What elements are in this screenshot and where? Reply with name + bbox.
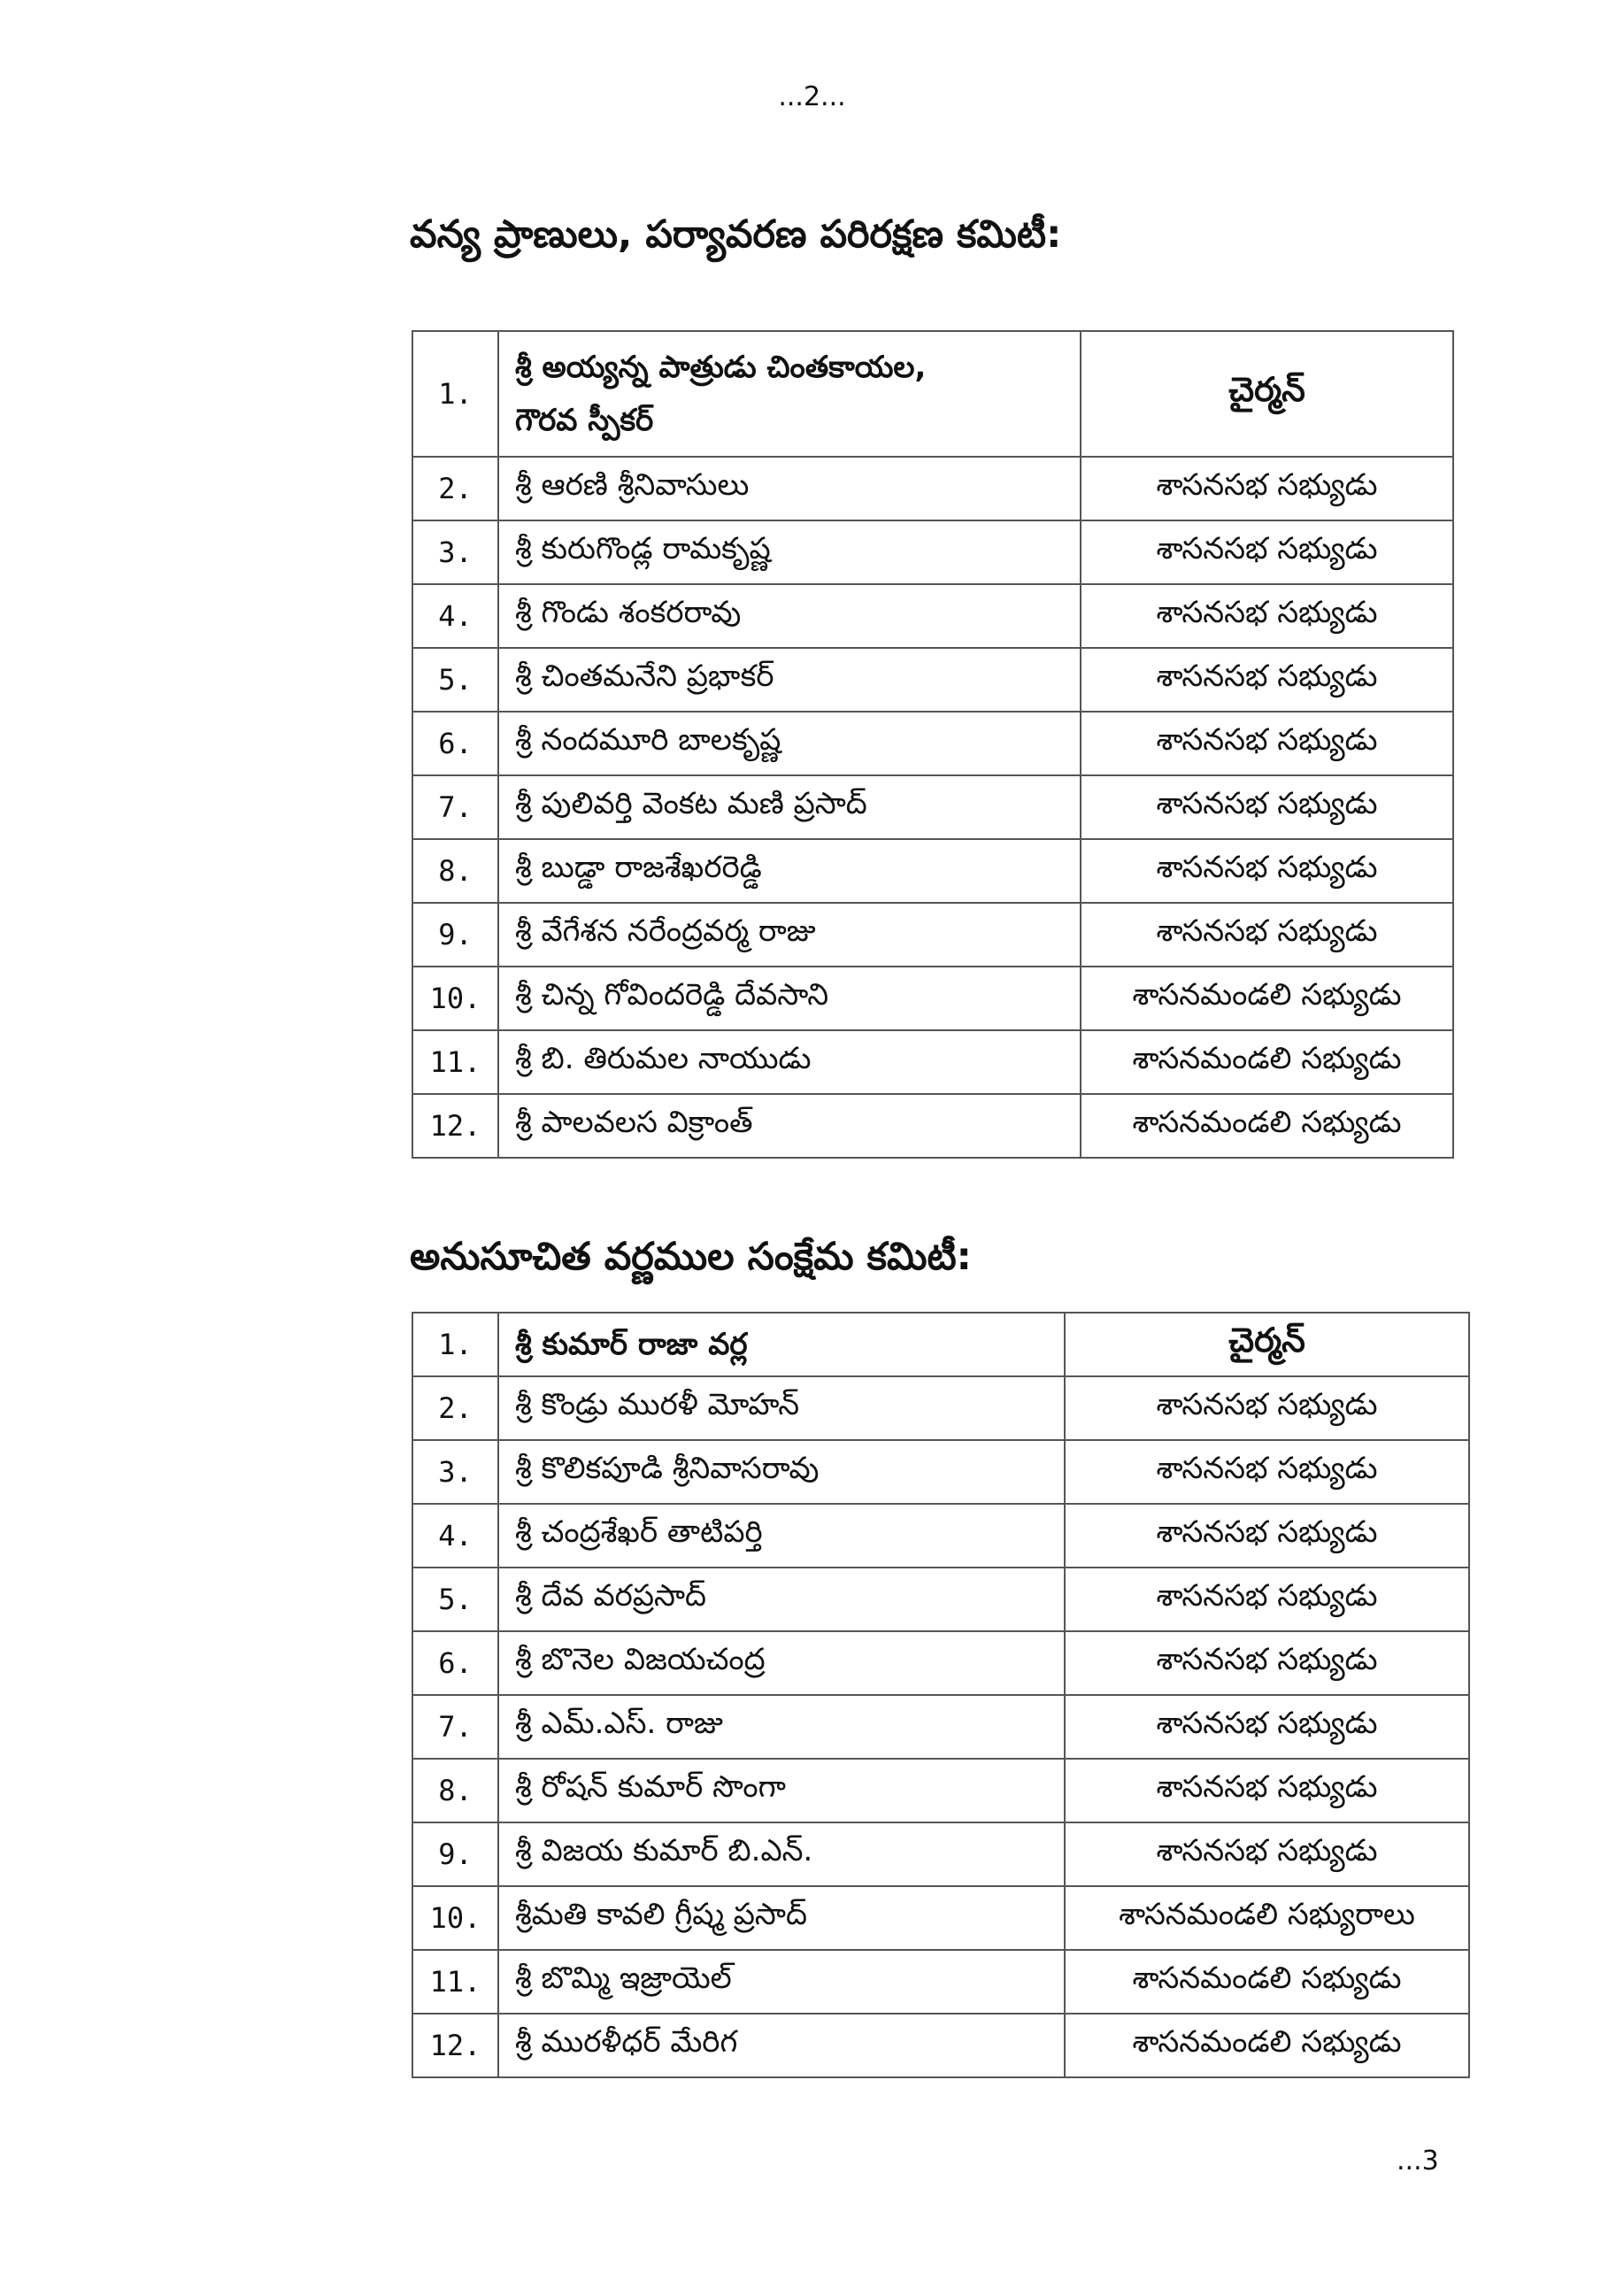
member-role: శాసనమండలి సభ్యుడు bbox=[1065, 1950, 1469, 2014]
serial-number: 12. bbox=[412, 1094, 498, 1158]
member-role: శాసనసభ సభ్యుడు bbox=[1081, 712, 1453, 775]
member-name-line: శ్రీ కుమార్ రాజా వర్ల bbox=[515, 1327, 748, 1362]
member-name: శ్రీ విజయ కుమార్ బి.ఎన్. bbox=[498, 1822, 1065, 1886]
member-name: శ్రీ బి. తిరుమల నాయుడు bbox=[498, 1030, 1081, 1094]
table-row bbox=[412, 1504, 1469, 1568]
member-name bbox=[498, 331, 1081, 457]
serial-number: 5. bbox=[412, 648, 498, 712]
serial-number: 10. bbox=[412, 1886, 498, 1950]
member-name: శ్రీ బొనెల విజయచంద్ర bbox=[498, 1631, 1065, 1695]
table-row bbox=[412, 1759, 1469, 1822]
committee-table-sc-welfare bbox=[412, 1312, 1470, 2078]
serial-number: 11. bbox=[412, 1030, 498, 1094]
table-row bbox=[412, 520, 1453, 584]
member-name: శ్రీ కురుగొండ్ల రామకృష్ణ bbox=[498, 520, 1081, 584]
table-row bbox=[412, 1440, 1469, 1504]
member-role: శాసనమండలి సభ్యుడు bbox=[1081, 1094, 1453, 1158]
member-name: శ్రీ ఆరణి శ్రీనివాసులు bbox=[498, 457, 1081, 520]
table-row bbox=[412, 712, 1453, 775]
member-name: శ్రీ గొండు శంకరరావు bbox=[498, 584, 1081, 648]
member-role: శాసనసభ సభ్యుడు bbox=[1065, 1376, 1469, 1440]
serial-number: 6. bbox=[412, 1631, 498, 1695]
serial-number: 4. bbox=[412, 1504, 498, 1568]
serial-number: 1. bbox=[412, 1313, 498, 1376]
serial-number: 4. bbox=[412, 584, 498, 648]
member-role: శాసనసభ సభ్యుడు bbox=[1065, 1631, 1469, 1695]
serial-number: 9. bbox=[412, 903, 498, 967]
member-role: శాసనసభ సభ్యుడు bbox=[1081, 839, 1453, 903]
member-name bbox=[498, 1313, 1065, 1376]
member-role: శాసనమండలి సభ్యుడు bbox=[1065, 2014, 1469, 2077]
committee-title-sc-welfare: అనుసూచిత వర్ణముల సంక్షేమ కమిటీ: bbox=[410, 1235, 972, 1279]
serial-number: 1. bbox=[412, 331, 498, 457]
table-row bbox=[412, 903, 1453, 967]
page-marker-top: ...2... bbox=[778, 81, 846, 112]
table-row bbox=[412, 457, 1453, 520]
committee-title-wildlife: వన్య ప్రాణులు, పర్యావరణ పరిరక్షణ కమిటీ: bbox=[410, 212, 1062, 257]
member-name: శ్రీ బొమ్మి ఇజ్రాయెల్ bbox=[498, 1950, 1065, 2014]
member-name-line: శ్రీ అయ్యన్న పాత్రుడు చింతకాయల, bbox=[515, 350, 927, 385]
table-row bbox=[412, 1695, 1469, 1759]
member-name: శ్రీ చింతమనేని ప్రభాకర్ bbox=[498, 648, 1081, 712]
serial-number: 6. bbox=[412, 712, 498, 775]
serial-number: 3. bbox=[412, 1440, 498, 1504]
member-role: శాసనసభ సభ్యుడు bbox=[1081, 648, 1453, 712]
member-role: శాసనమండలి సభ్యుడు bbox=[1081, 967, 1453, 1030]
committee-table-wildlife bbox=[412, 330, 1454, 1159]
serial-number: 12. bbox=[412, 2014, 498, 2077]
member-role: శాసనసభ సభ్యుడు bbox=[1081, 457, 1453, 520]
table-row bbox=[412, 967, 1453, 1030]
member-name: శ్రీ పులివర్తి వెంకట మణి ప్రసాద్ bbox=[498, 775, 1081, 839]
member-name: శ్రీ ఎమ్.ఎస్. రాజు bbox=[498, 1695, 1065, 1759]
member-name: శ్రీ చిన్న గోవిందరెడ్డి దేవసాని bbox=[498, 967, 1081, 1030]
table-row bbox=[412, 584, 1453, 648]
table-row bbox=[412, 1822, 1469, 1886]
table-body bbox=[412, 331, 1453, 1158]
member-role: శాసనసభ సభ్యుడు bbox=[1065, 1822, 1469, 1886]
member-role: శాసనసభ సభ్యుడు bbox=[1081, 520, 1453, 584]
member-name: శ్రీ చంద్రశేఖర్ తాటిపర్తి bbox=[498, 1504, 1065, 1568]
table-row bbox=[412, 1631, 1469, 1695]
member-role: శాసనమండలి సభ్యురాలు bbox=[1065, 1886, 1469, 1950]
member-role: శాసనసభ సభ్యుడు bbox=[1081, 775, 1453, 839]
member-name: శ్రీ వేగేశన నరేంద్రవర్మ రాజు bbox=[498, 903, 1081, 967]
table-row bbox=[412, 2014, 1469, 2077]
member-role: శాసనసభ సభ్యుడు bbox=[1081, 903, 1453, 967]
table-row-chairman bbox=[412, 1313, 1469, 1376]
table-row bbox=[412, 1950, 1469, 2014]
table-row bbox=[412, 1886, 1469, 1950]
member-designation-line: గౌరవ స్పీకర్ bbox=[515, 403, 654, 438]
member-role: శాసనసభ సభ్యుడు bbox=[1065, 1759, 1469, 1822]
member-role: శాసనసభ సభ్యుడు bbox=[1065, 1504, 1469, 1568]
member-name: శ్రీ రోషన్ కుమార్ సొంగా bbox=[498, 1759, 1065, 1822]
member-name: శ్రీ నందమూరి బాలకృష్ణ bbox=[498, 712, 1081, 775]
member-name: శ్రీ కొండ్రు మురళీ మోహన్ bbox=[498, 1376, 1065, 1440]
table-row bbox=[412, 1376, 1469, 1440]
serial-number: 8. bbox=[412, 839, 498, 903]
table-row bbox=[412, 839, 1453, 903]
member-role: శాసనసభ సభ్యుడు bbox=[1065, 1440, 1469, 1504]
serial-number: 10. bbox=[412, 967, 498, 1030]
serial-number: 8. bbox=[412, 1759, 498, 1822]
serial-number: 2. bbox=[412, 1376, 498, 1440]
serial-number: 7. bbox=[412, 775, 498, 839]
page-marker-bottom: ...3 bbox=[1397, 2145, 1439, 2176]
member-name: శ్రీమతి కావలి గ్రీష్మ ప్రసాద్ bbox=[498, 1886, 1065, 1950]
member-name: శ్రీ బుడ్డా రాజశేఖరరెడ్డి bbox=[498, 839, 1081, 903]
member-name: శ్రీ దేవ వరప్రసాద్ bbox=[498, 1568, 1065, 1631]
member-role: శాసనమండలి సభ్యుడు bbox=[1081, 1030, 1453, 1094]
table-body bbox=[412, 1313, 1469, 2077]
serial-number: 3. bbox=[412, 520, 498, 584]
serial-number: 11. bbox=[412, 1950, 498, 2014]
member-role: చైర్మన్ bbox=[1065, 1313, 1469, 1376]
member-name: శ్రీ మురళీధర్ మేరిగ bbox=[498, 2014, 1065, 2077]
member-role: శాసనసభ సభ్యుడు bbox=[1081, 584, 1453, 648]
table-row bbox=[412, 775, 1453, 839]
table-row bbox=[412, 648, 1453, 712]
table-row-chairman bbox=[412, 331, 1453, 457]
member-role: శాసనసభ సభ్యుడు bbox=[1065, 1568, 1469, 1631]
table-row bbox=[412, 1094, 1453, 1158]
serial-number: 5. bbox=[412, 1568, 498, 1631]
member-role: చైర్మన్ bbox=[1081, 331, 1453, 457]
member-role: శాసనసభ సభ్యుడు bbox=[1065, 1695, 1469, 1759]
member-name: శ్రీ పాలవలస విక్రాంత్ bbox=[498, 1094, 1081, 1158]
table-row bbox=[412, 1030, 1453, 1094]
serial-number: 2. bbox=[412, 457, 498, 520]
member-name: శ్రీ కొలికపూడి శ్రీనివాసరావు bbox=[498, 1440, 1065, 1504]
serial-number: 7. bbox=[412, 1695, 498, 1759]
table-row bbox=[412, 1568, 1469, 1631]
serial-number: 9. bbox=[412, 1822, 498, 1886]
